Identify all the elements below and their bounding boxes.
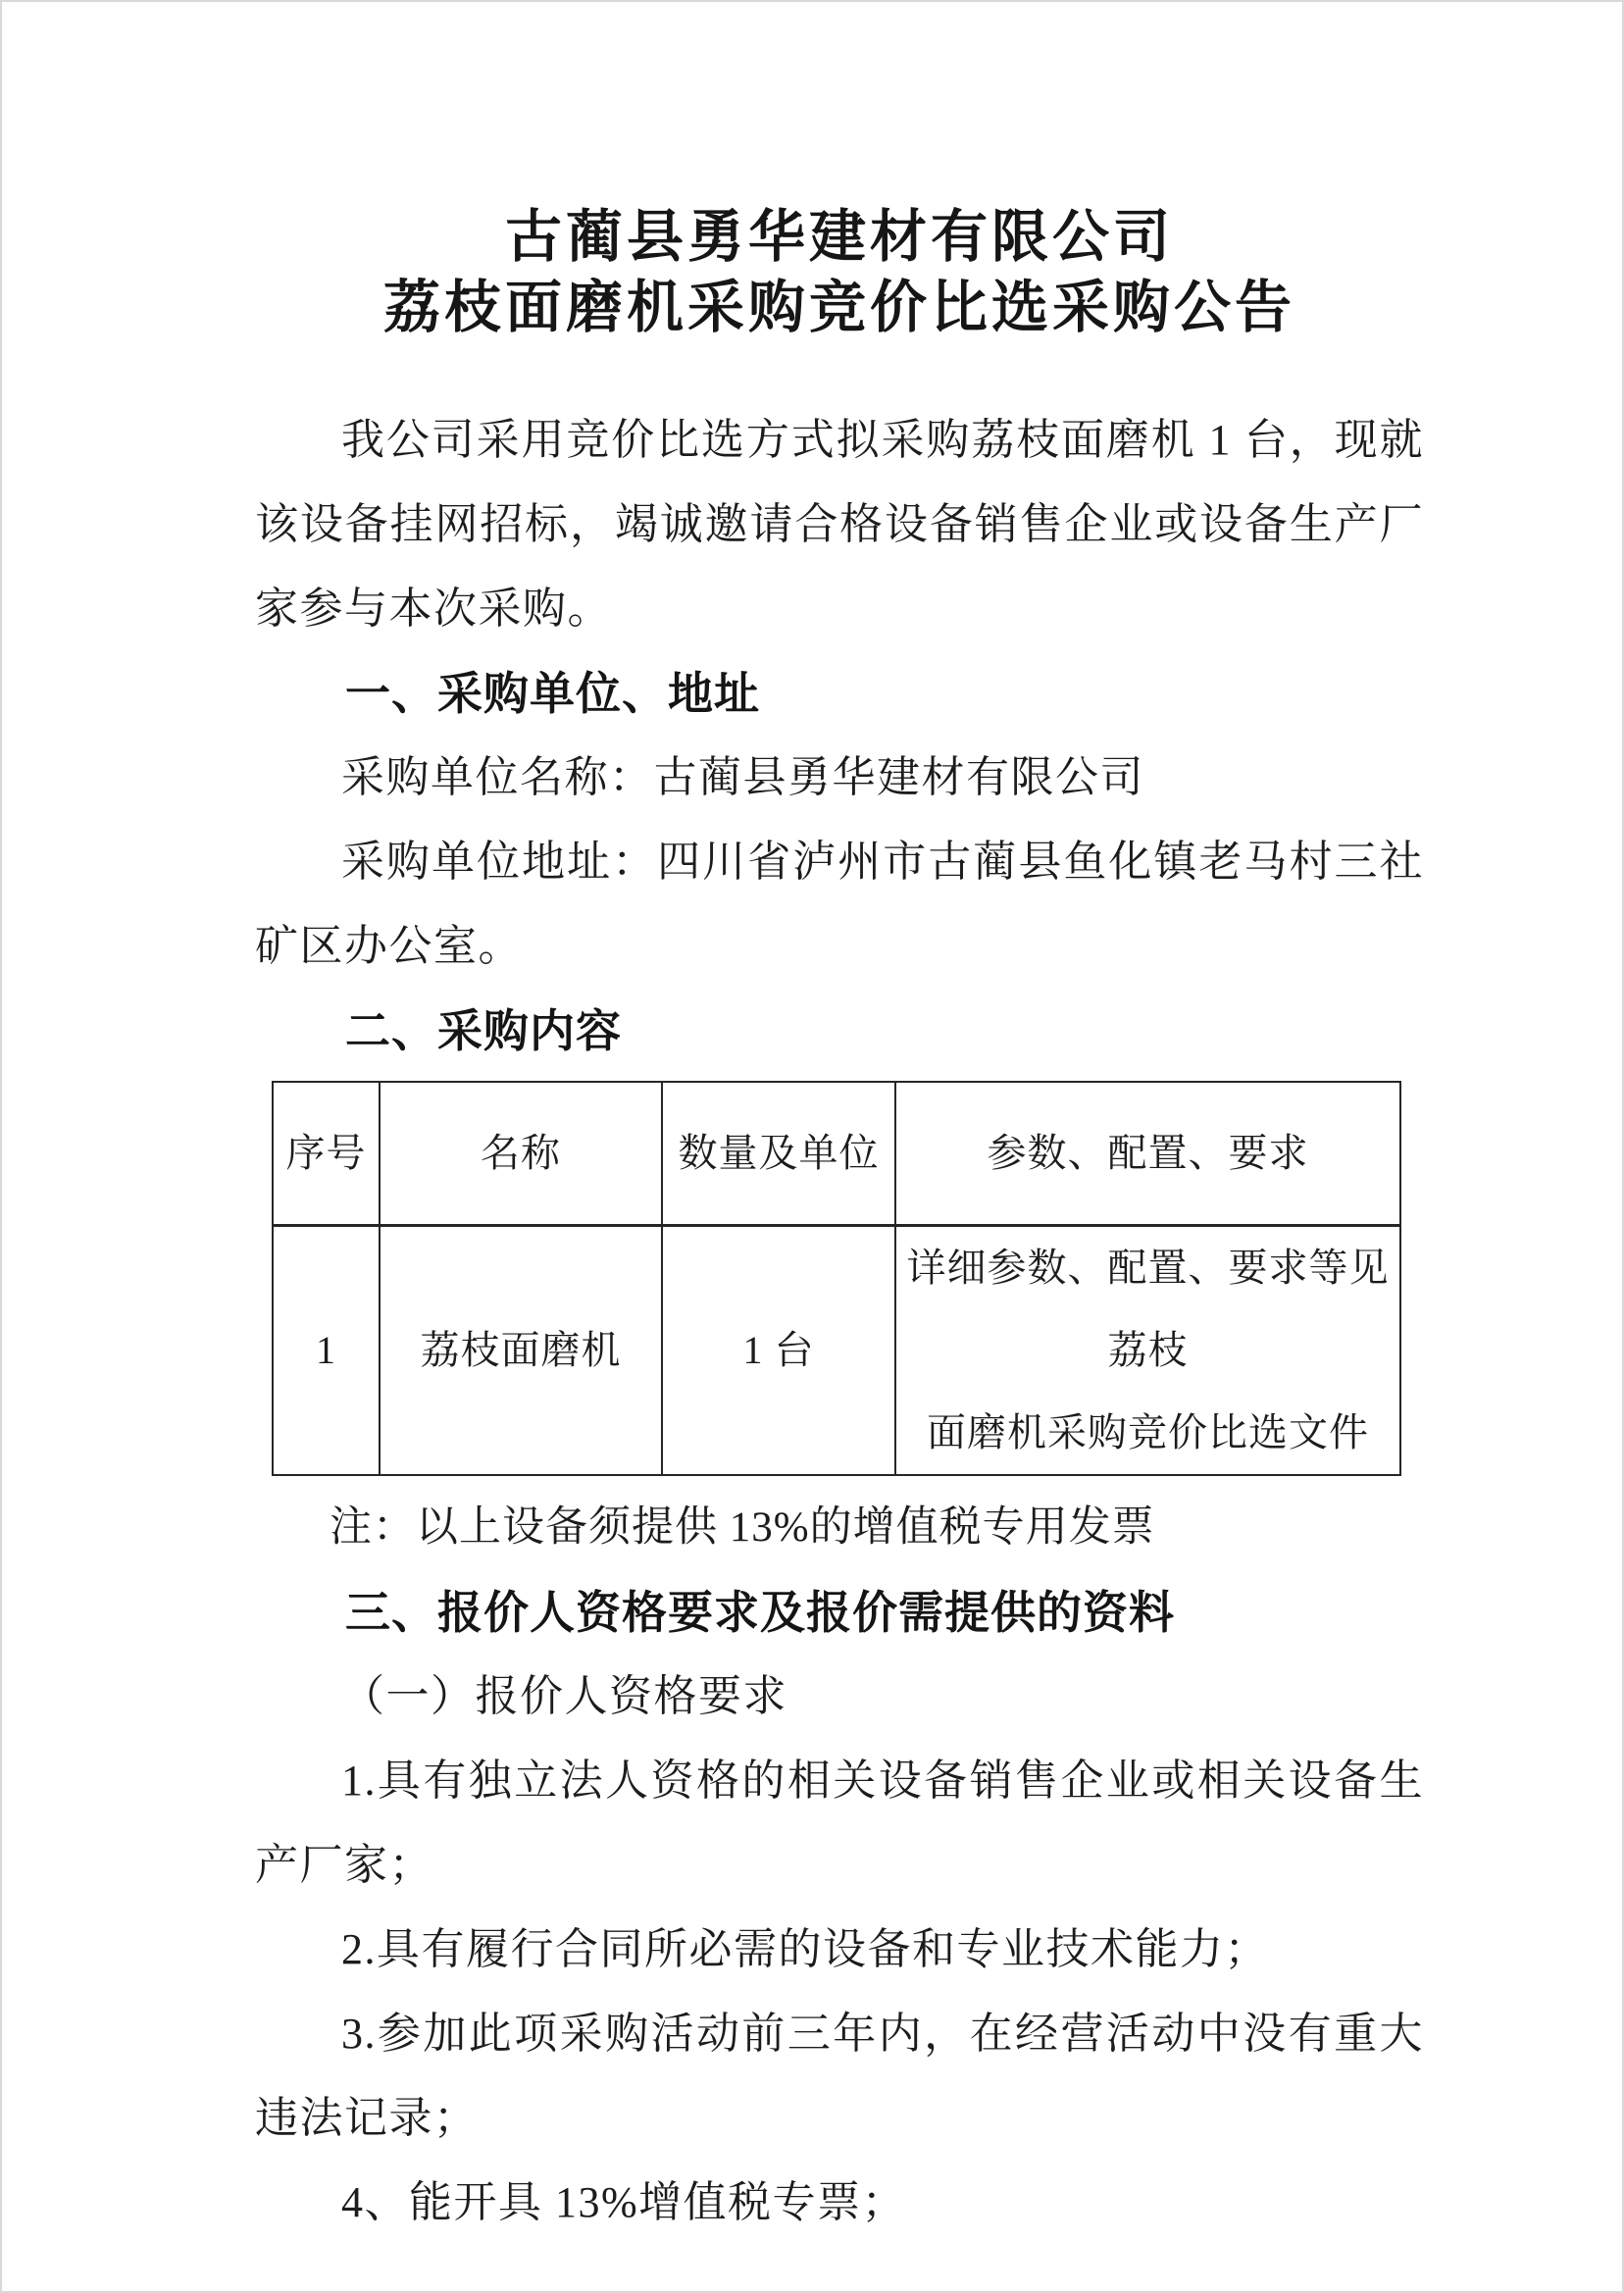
purchase-content-table	[272, 1081, 1401, 1476]
table-cell-qty: 1 台	[662, 1225, 895, 1475]
table-note: 注：以上设备须提供 13%的增值税专用发票	[330, 1503, 1155, 1551]
qualification-item-1: 1.具有独立法人资格的相关设备销售企业或相关设备生产厂家；	[255, 1756, 1424, 1889]
table-header-qty: 数量及单位	[662, 1082, 895, 1225]
document-body	[255, 398, 1424, 2245]
section-2-heading: 二、采购内容	[345, 1005, 622, 1056]
table-header-spec: 参数、配置、要求	[895, 1082, 1400, 1225]
section-1-heading: 一、采购单位、地址	[345, 668, 760, 719]
qualification-item-4: 4、能开具 13%增值税专票；	[341, 2177, 907, 2226]
document-title	[255, 202, 1424, 343]
table-header-row	[273, 1082, 1400, 1225]
table-cell-name: 荔枝面磨机	[380, 1225, 662, 1475]
table-header-name: 名称	[380, 1082, 662, 1225]
purchasing-unit-address-line: 采购单位地址：四川省泸州市古蔺县鱼化镇老马村三社矿区办公室。	[255, 838, 1424, 970]
document-title-line-1: 古蔺县勇华建材有限公司	[504, 205, 1174, 269]
document-title-line-2: 荔枝面磨机采购竞价比选采购公告	[382, 276, 1295, 339]
table-header-seq: 序号	[273, 1082, 380, 1225]
qualification-sub-heading: （一）报价人资格要求	[341, 1671, 787, 1720]
purchasing-unit-name-line: 采购单位名称：古蔺县勇华建材有限公司	[341, 753, 1144, 801]
qualification-item-3: 3.参加此项采购活动前三年内，在经营活动中没有重大违法记录；	[255, 2009, 1424, 2142]
table-cell-spec-lines	[906, 1227, 1390, 1474]
qualification-item-2: 2.具有履行合同所必需的设备和专业技术能力；	[341, 1924, 1269, 1973]
table-row	[273, 1225, 1400, 1475]
table-cell-seq: 1	[273, 1225, 380, 1475]
section-3-heading: 三、报价人资格要求及报价需提供的资料	[345, 1586, 1175, 1638]
document-content	[255, 202, 1424, 2245]
spec-line-2: 面磨机采购竞价比选文件	[927, 1409, 1369, 1454]
spec-line-1: 详细参数、配置、要求等见荔枝	[906, 1245, 1390, 1372]
intro-paragraph: 我公司采用竞价比选方式拟采购荔枝面磨机 1 台，现就该设备挂网招标，竭诚邀请合格设备销售企业或设备生产厂家参与本次采购。	[255, 416, 1424, 633]
table-cell-spec	[895, 1225, 1400, 1475]
